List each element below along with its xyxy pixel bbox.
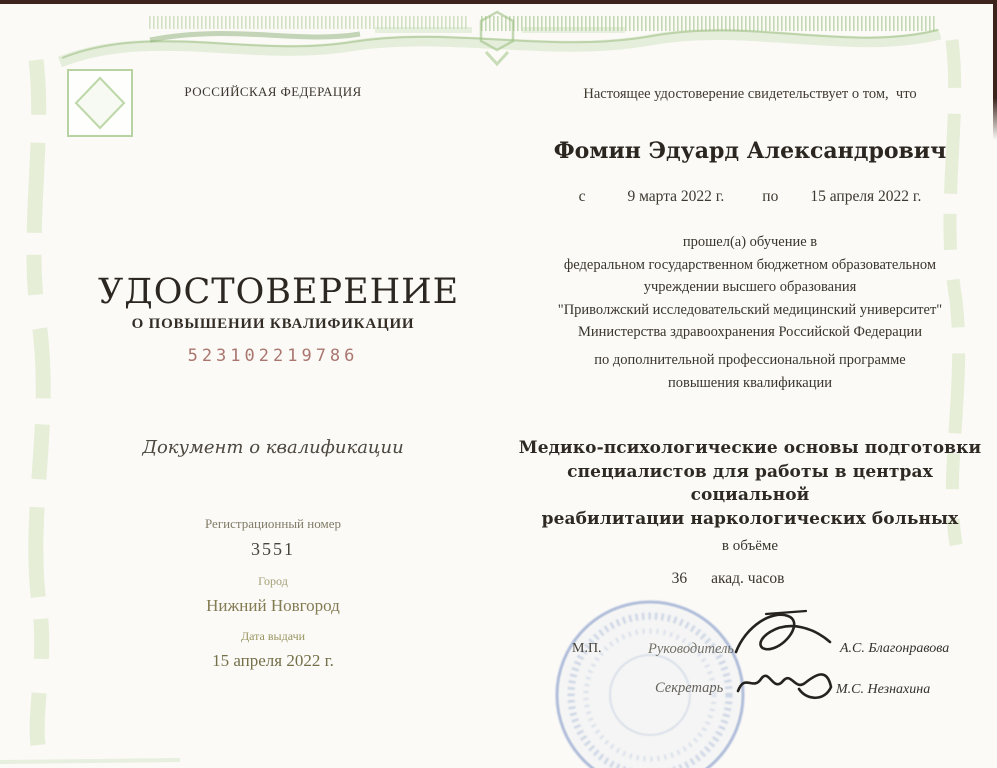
blank-number: 523102219786 (187, 346, 359, 366)
registration-number-label: Регистрационный номер (205, 516, 341, 531)
volume-hours: 36 (671, 570, 688, 587)
program-name (518, 437, 982, 531)
program-name-line: реабилитации наркологических больных (541, 508, 959, 529)
signatory-role-secretary: Секретарь (655, 680, 724, 696)
program-name-line: специалистов для работы в центрах социальной (567, 461, 933, 505)
volume-label: в объёме (721, 538, 779, 554)
signature-head (732, 608, 837, 663)
issue-date-value: 15 апреля 2022 г. (212, 651, 334, 670)
period-to-date: 15 апреля 2022 г. (810, 188, 922, 205)
signatory-role-head: Руководитель (648, 641, 734, 657)
city-label: Город (258, 574, 288, 588)
scan-edge-top (0, 0, 997, 4)
scan-edge-right (993, 0, 997, 140)
certificate-subtitle: О ПОВЫШЕНИИ КВАЛИФИКАЦИИ (131, 316, 415, 332)
training-period (518, 188, 982, 206)
signature-secretary (735, 657, 835, 705)
statement-line: Настоящее удостоверение свидетельствует о том, что (583, 86, 917, 102)
program-intro-line: по дополнительной профессиональной программе (594, 352, 906, 368)
program-name-line: Медико-психологические основы подготовки (518, 438, 982, 458)
signatory-name-secretary: М.С. Незнахина (836, 682, 931, 697)
volume-row (496, 570, 960, 588)
training-institution (518, 231, 982, 344)
holder-name: Фомин Эдуард Александрович (553, 138, 947, 164)
period-to-label: по (762, 188, 779, 205)
stamp-place-label: М.П. (572, 641, 602, 656)
city-value: Нижний Новгород (206, 596, 340, 615)
registration-number-value: 3551 (251, 539, 295, 559)
period-from-label: с (578, 188, 586, 205)
certificate-title: УДОСТОВЕРЕНИЕ (98, 272, 460, 312)
document-type-caption: Документ о квалификации (142, 437, 404, 458)
program-intro-line: повышения квалификации (668, 375, 832, 391)
issue-date-label: Дата выдачи (240, 629, 306, 643)
program-intro (518, 349, 982, 395)
country-header: РОССИЙСКАЯ ФЕДЕРАЦИЯ (184, 84, 362, 99)
signatory-name-head: А.С. Благонравова (840, 641, 950, 656)
period-from-date: 9 марта 2022 г. (627, 188, 725, 205)
training-line: Министерства здравоохранения Российской Федерации (577, 324, 923, 340)
training-line: федеральном государственном бюджетном образовательном (563, 256, 937, 273)
training-line: прошел(а) обучение в (682, 234, 818, 250)
training-line: "Приволжский исследовательский медицинский университет" (557, 301, 943, 318)
volume-unit: акад. часов (711, 570, 785, 587)
training-line: учреждении высшего образования (643, 279, 857, 295)
